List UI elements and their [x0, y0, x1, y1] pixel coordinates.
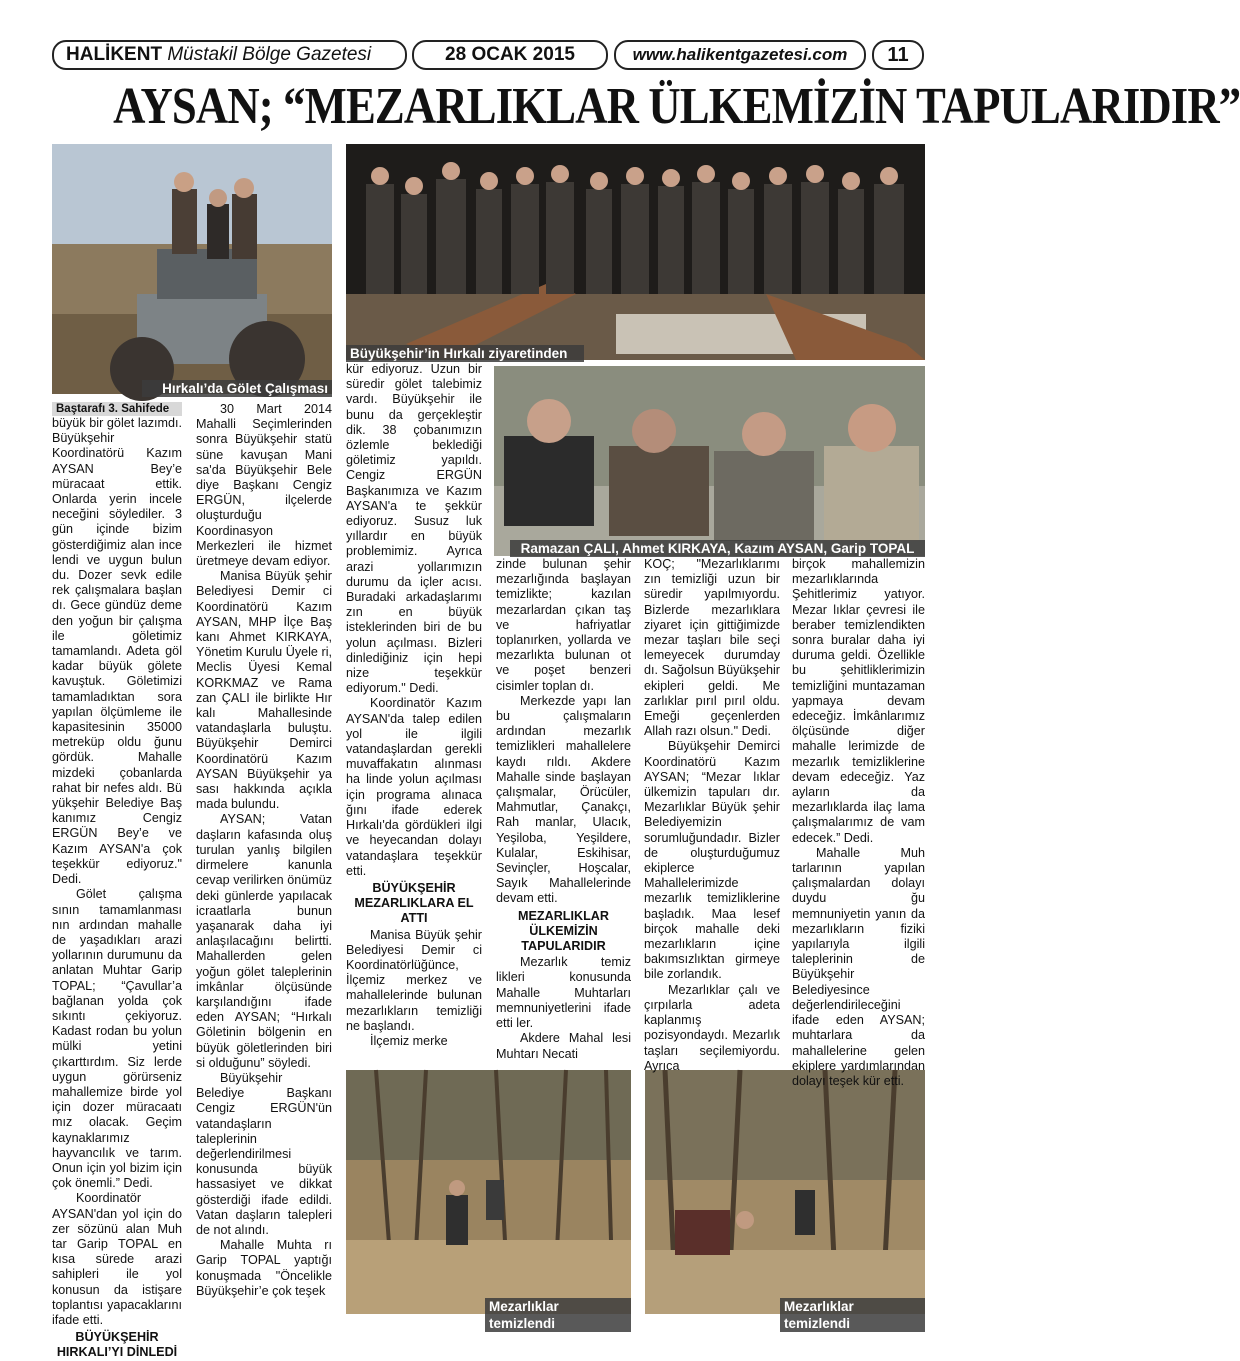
col5-paragraph: Mezarlıklar çalı ve çırpılarla adeta kaplanmış pozisyondaydı. Mezarlık taşları seçilemiyordu. Ayrıca	[644, 982, 780, 1073]
col2-paragraph: AYSAN; Vatan daşların kafasında oluş turulan yanlış bilgilen dirmelere kanunla cevap verilirken önümüz deki günlerde yapılacak icraatlarla bunun yaşanarak daha iyi anlaşılacağını belirtti. Mahallerden gelen yoğun gölet taleplerinin imkânlar ölçüsünde karşılandığını ifade eden AYSAN; “Hırkalı Göletinin bölgenin en büyük göletlerinden biri si olduğunu” söyledi.	[196, 812, 332, 1070]
cemetery-photo-1	[346, 1070, 631, 1314]
col2-paragraph: 30 Mart 2014 Mahalli Seçimlerinden sonra Büyükşehir statü süne kavuşan Mani sa'da Büyükşehir Bele diye Başkanı Cengiz ERGÜN, ilçelerde oluşturduğu Koordinasyon Merkezleri ile hizmet üretmeye devam ediyor.	[196, 402, 332, 569]
article-column-2	[196, 402, 332, 1322]
col5-paragraph: KOÇ; "Mezarlıklarımı zın temizliği uzun bir süredir yapılmıyordu. Bizlerde mezarlıklara ziyaret için gittiğimizde mezar taşları bile seçi lemeyecek durumday dı. Sağolsun Büyükşehir ekipleri geldi. Me zarlıklar pırıl pırıl oldu. Emeği geçenlerden Allah razı olsun." Dedi.	[644, 557, 780, 739]
tractor-caption: Hırkalı’da Gölet Çalışması	[142, 380, 332, 397]
col2-paragraph: Manisa Büyük şehir Belediyesi Demir ci Koordinatörü Kazım AYSAN, MHP İlçe Baş kanı Ahmet KIRKAYA, Yönetim Kurulu Üyele ri, Meclis Üyesi Kemal KORKMAZ ve Rama zan ÇALI ile birlikte Hır kalı Mahallesinde vatandaşlarla buluştu. Büyükşehir Demirci Koordinatörü Kazım AYSAN Büyükşehir ya sası hakkında açıkla mada bulundu.	[196, 569, 332, 812]
article-column-4	[496, 557, 631, 1062]
tractor-photo	[52, 144, 332, 394]
article-column-5	[644, 557, 780, 1073]
headline: AYSAN; “MEZARLIKLAR ÜLKEMİZİN TAPULARIDIR”	[113, 78, 1240, 135]
cemetery-caption-1: Mezarlıklar temizlendi	[485, 1298, 631, 1332]
group-photo	[346, 144, 925, 360]
article-column-1	[52, 402, 182, 1360]
cemetery-caption-2: Mezarlıklar temizlendi	[780, 1298, 925, 1332]
continued-from-label: Baştarafı 3. Sahifede	[52, 402, 182, 416]
col3-paragraph: kür ediyoruz. Uzun bir süredir gölet talebimiz vardı. Büyükşehir ile bunu da gerçekleştir dik. 38 çobanımızın özlemle beklediği göletimiz yapıldı. Cengiz ERGÜN Başkanımıza ve Kazım AYSAN'a te şekkür ediyoruz. Susuz luk yıllardır en büyük problemimiz. Ayrıca arazi yollarımızın durumu da içler acısı. Buradaki arkadaşlarımı zın en büyük isteklerinden biri de bu yolun açılması. Bizleri dinlediğiniz için hepi nize teşekkür ediyorum." Dedi.	[346, 362, 482, 696]
article-column-3	[346, 362, 482, 1062]
col1-paragraph: büyük bir gölet lazımdı. Büyükşehir Koordinatörü Kazım AYSAN Bey’e müracaat ettik. Onlarda yerin incele neceğini söylediler. 3 gün içinde bizim gösterdiğimiz alan ince lendi ve uygun bulun du. Dozer sevk edile rek çalışmalara başlan dı. Gece gündüz deme den yoğun bir çalışma ile göletimiz tamamlandı. Adeta göl kadar büyük gölete kavuştuk. Göletimizi tamamladıktan sora yapılan ölçümleme ile kapasitesinin 35000 metreküp oldu ğunu gördük. Mahalle mizdeki çobanlarda rahat bir nefes aldı. Bü yükşehir Belediye Baş kanımız Cengiz ERGÜN Bey’e ve Kazım AYSAN'a çok teşekkür ediyoruz." Dedi.	[52, 416, 182, 887]
four-men-photo	[494, 366, 925, 556]
brand-name: HALİKENT	[66, 44, 163, 65]
col4-paragraph: Mezarlık temiz likleri konusunda Mahalle Muhtarları memnuniyetlerini ifade etti ler.	[496, 955, 631, 1031]
col4-paragraph: Merkezde yapı lan bu çalışmaların ardından mezarlık temizlikleri mahallelere kaydı rıldı. Akdere Mahalle sinde başlayan çalışmalar, Örücüler, Mahmutlar, Çanakçı, Rah manlar, Ulacık, Yeşiloba, Yeşildere, Kulalar, Eskihisar, Sevinçler, Hoşcalar, Sayık Mahallelerinde devam etti.	[496, 693, 631, 906]
group-caption: Büyükşehir’in Hırkalı ziyaretinden	[346, 345, 584, 362]
article-column-6	[792, 557, 925, 1088]
col2-paragraph: Büyükşehir Belediye Başkanı Cengiz ERGÜN'ün vatandaşların taleplerinin değerlendirilmesi konusunda büyük hassasiyet ve dikkat gösterdiği ifade edildi. Vatan daşların talepleri de not alındı.	[196, 1070, 332, 1237]
col1-paragraph: Koordinatör AYSAN'dan yol için do zer sözünü alan Muh tar Garip TOPAL en kısa sürede arazi sahipleri ile yol konusun da istişare toplantısı yapacaklarını ifade etti.	[52, 1191, 182, 1327]
brand-subtitle: Müstakil Bölge Gazetesi	[167, 44, 372, 65]
col4-paragraph: Akdere Mahal lesi Muhtarı Necati	[496, 1031, 631, 1061]
col3-paragraph: Manisa Büyük şehir Belediyesi Demir ci Koordinatörlüğünce, İlçemiz merkez ve mahallelerinde bulunan mezarlıkların temizliği ne başlandı.	[346, 927, 482, 1033]
col4-paragraph: zinde bulunan şehir mezarlığında başlayan temizlikte; kazılan mezarlardan çıkan taş ve hafriyatlar toplanırken, yollarda ve mezarlıkta bulunan ot ve poşet benzeri cisimler toplan dı.	[496, 557, 631, 693]
subheading-mezarliklara: BÜYÜKŞEHİR MEZARLIKLARA EL ATTI	[354, 880, 474, 926]
issue-date: 28 OCAK 2015	[412, 40, 608, 70]
col6-paragraph: Mahalle Muh tarlarının yapılan çalışmalardan dolayı duydu ğu memnuniyetin yanın da mezarlıkların fiziki yapılarıyla ilgili taleplerinin de Büyükşehir Belediyesince değerlendirileceğini ifade eden AYSAN; muhtarlara da mahallelerine gelen ekiplere yardımlarından dolayı teşek kür etti.	[792, 845, 925, 1088]
col6-paragraph: birçok mahallemizin mezarlıklarında Şehitlerimiz yatıyor. Mezar lıklar çevresi ile beraber temizlendikten sonra buralar daha iyi duruma geldi. Özellikle bu şehitliklerimizin temizliğini muntazaman yapmaya devam edeceğiz. İmkânlarımız ölçüsünde diğer mahalle lerimizde de mezarlık temizliklerine devam edeceğiz. Yaz ayların da mezarlıklarda ilaç lama çalışmalarımız de vam edecek.” Dedi.	[792, 557, 925, 845]
masthead	[52, 40, 407, 70]
col2-paragraph: Mahalle Muhta rı Garip TOPAL yaptığı konuşmada "Öncelikle Büyükşehir’e çok teşek	[196, 1238, 332, 1298]
subheading-ulkemizin-tapulari: MEZARLIKLAR ÜLKEMİZİN TAPULARIDIR	[518, 908, 609, 954]
four-men-caption: Ramazan ÇALI, Ahmet KIRKAYA, Kazım AYSAN, Garip TOPAL	[510, 540, 925, 557]
website-url[interactable]: www.halikentgazetesi.com	[614, 40, 866, 70]
cemetery-photo-2	[645, 1070, 925, 1314]
page-number: 11	[872, 40, 924, 70]
subheading-hirkali: BÜYÜKŞEHİR HIRKALI’YI DİNLEDİ	[56, 1330, 178, 1360]
col5-paragraph: Büyükşehir Demirci Koordinatörü Kazım AYSAN; “Mezar lıklar ülkemizin tapuları dır. Mezarlıklar Büyük şehir Belediyemizin sorumluğundadır. Bizler de oluşturduğumuz ekiplerce Mahallelerimizde mezarlık temizliklerine başladık. Maa lesef birçok mahalle deki mezarlıkların içine bakımsızlıktan girmeye bile zorlandık.	[644, 739, 780, 982]
col3-paragraph: İlçemiz merke	[370, 1033, 448, 1048]
col3-paragraph: Koordinatör Kazım AYSAN'da talep edilen yol ile ilgili vatandaşlardan gerekli muvaffakatın alınması ha linde yolun açılması için programa alınaca ğını ifade ederek Hırkalı'da gördükleri ilgi ve heyecandan dolayı vatandaşlara teşekkür etti.	[346, 696, 482, 878]
col1-paragraph: Gölet çalışma sının tamamlanması nın ardından mahalle de yaşadıkları arazi yollarının durumunu da anlatan Muhtar Garip TOPAL; “Çavullar’a bağlanan yolda çok sıkıntı çekiyoruz. Kadast rodan bu yolun mülki yetini çıkarttırdım. Siz lerde uygun görürseniz mahallemize birde yol için dozer müracaatı mız olacak. Geçim kaynaklarımız hayvancılık ve tarım. Onun için yol bizim için çok önemli.” Dedi.	[52, 887, 182, 1191]
